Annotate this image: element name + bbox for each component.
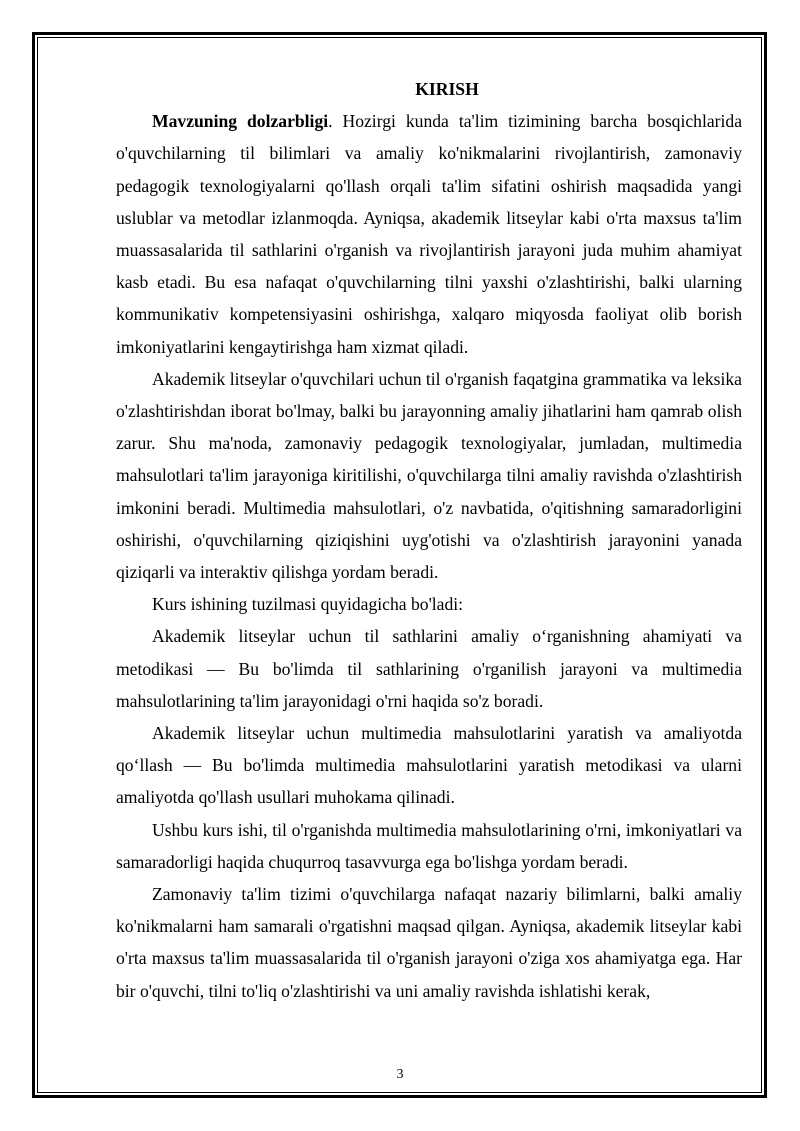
relevance-heading: Mavzuning dolzarbligi <box>152 111 329 132</box>
body-paragraph: Akademik litseylar uchun til sathlarini amaliy o‘rganishning ahamiyati va metodikasi — Bu bo'limda til sathlarining o'rganilish jarayoni va multimedia mahsulotlarining ta'lim jarayonidagi o'rni haqida so'z boradi. <box>116 626 742 711</box>
page-title: KIRISH <box>415 79 479 99</box>
body-paragraph: Akademik litseylar uchun multimedia mahsulotlarini yaratish va amaliyotda qo‘llash — Bu bo'limda multimedia mahsulotlarini yaratish metodikasi va ularni amaliyotda qo'llash usullari muhokama qilinadi. <box>116 723 742 808</box>
body-paragraph: Ushbu kurs ishi, til o'rganishda multimedia mahsulotlarining o'rni, imkoniyatlari va samaradorligi haqida chuqurroq tasavvurga ega bo'lishga yordam beradi. <box>116 819 742 872</box>
body-paragraph: Kurs ishining tuzilmasi quyidagicha bo'ladi: <box>152 594 464 615</box>
relevance-paragraph <box>116 105 742 363</box>
body-paragraph: Zamonaviy ta'lim tizimi o'quvchilarga nafaqat nazariy bilimlarni, balki amaliy ko'nikmalarni ham samarali o'rgatishni maqsad qilgan. Ayniqsa, akademik litseylar kabi o'rta maxsus ta'lim muassasalarida til o'rganish jarayoni o'ziga xos ahamiyatga ega. Har bir o'quvchi, tilni to'liq o'zlashtirishi va uni amaliy ravishda ishlatishi kerak, <box>116 884 742 1001</box>
document-body <box>116 73 742 1007</box>
body-paragraph: Akademik litseylar o'quvchilari uchun til o'rganish faqatgina grammatika va leksika o'zlashtirishdan iborat bo'lmay, balki bu jarayonning amaliy jihatlarini ham qamrab olish zarur. Shu ma'noda, zamonaviy pedagogik texnologiyalar, jumladan, multimedia mahsulotlari ta'lim jarayoniga kiritilishi, o'quvchilarga tilni amaliy ravishda o'zlashtirish imkonini beradi. Multimedia mahsulotlari, o'z navbatida, o'qitishning samaradorligini oshirishi, o'quvchilarning qiziqishini uyg'otishi va o'zlashtirish jarayonini yanada qiziqarli va interaktiv qilishga yordam beradi. <box>116 368 742 583</box>
relevance-text: . Hozirgi kunda ta'lim tizimining barcha bosqichlarida o'quvchilarning til bilimlari va amaliy ko'nikmalarini rivojlantirish, zamonaviy pedagogik texnologiyalarni qo'llash orqali ta'lim sifatini oshirish maqsadida yangi uslublar va metodlar izlanmoqda. Ayniqsa, akademik litseylar kabi o'rta maxsus ta'lim muassasalarida til sathlarini o'rganish va rivojlantirish jarayoni juda muhim ahamiyat kasb etadi. Bu esa nafaqat o'quvchilarning tilni yaxshi o'zlashtirishi, balki ularning kommunikativ kompetensiyasini oshirishga, xalqaro miqyosda faoliyat olib borish imkoniyatlarini kengaytirishga ham xizmat qiladi. <box>116 111 743 357</box>
page-number: 3 <box>396 1067 404 1082</box>
